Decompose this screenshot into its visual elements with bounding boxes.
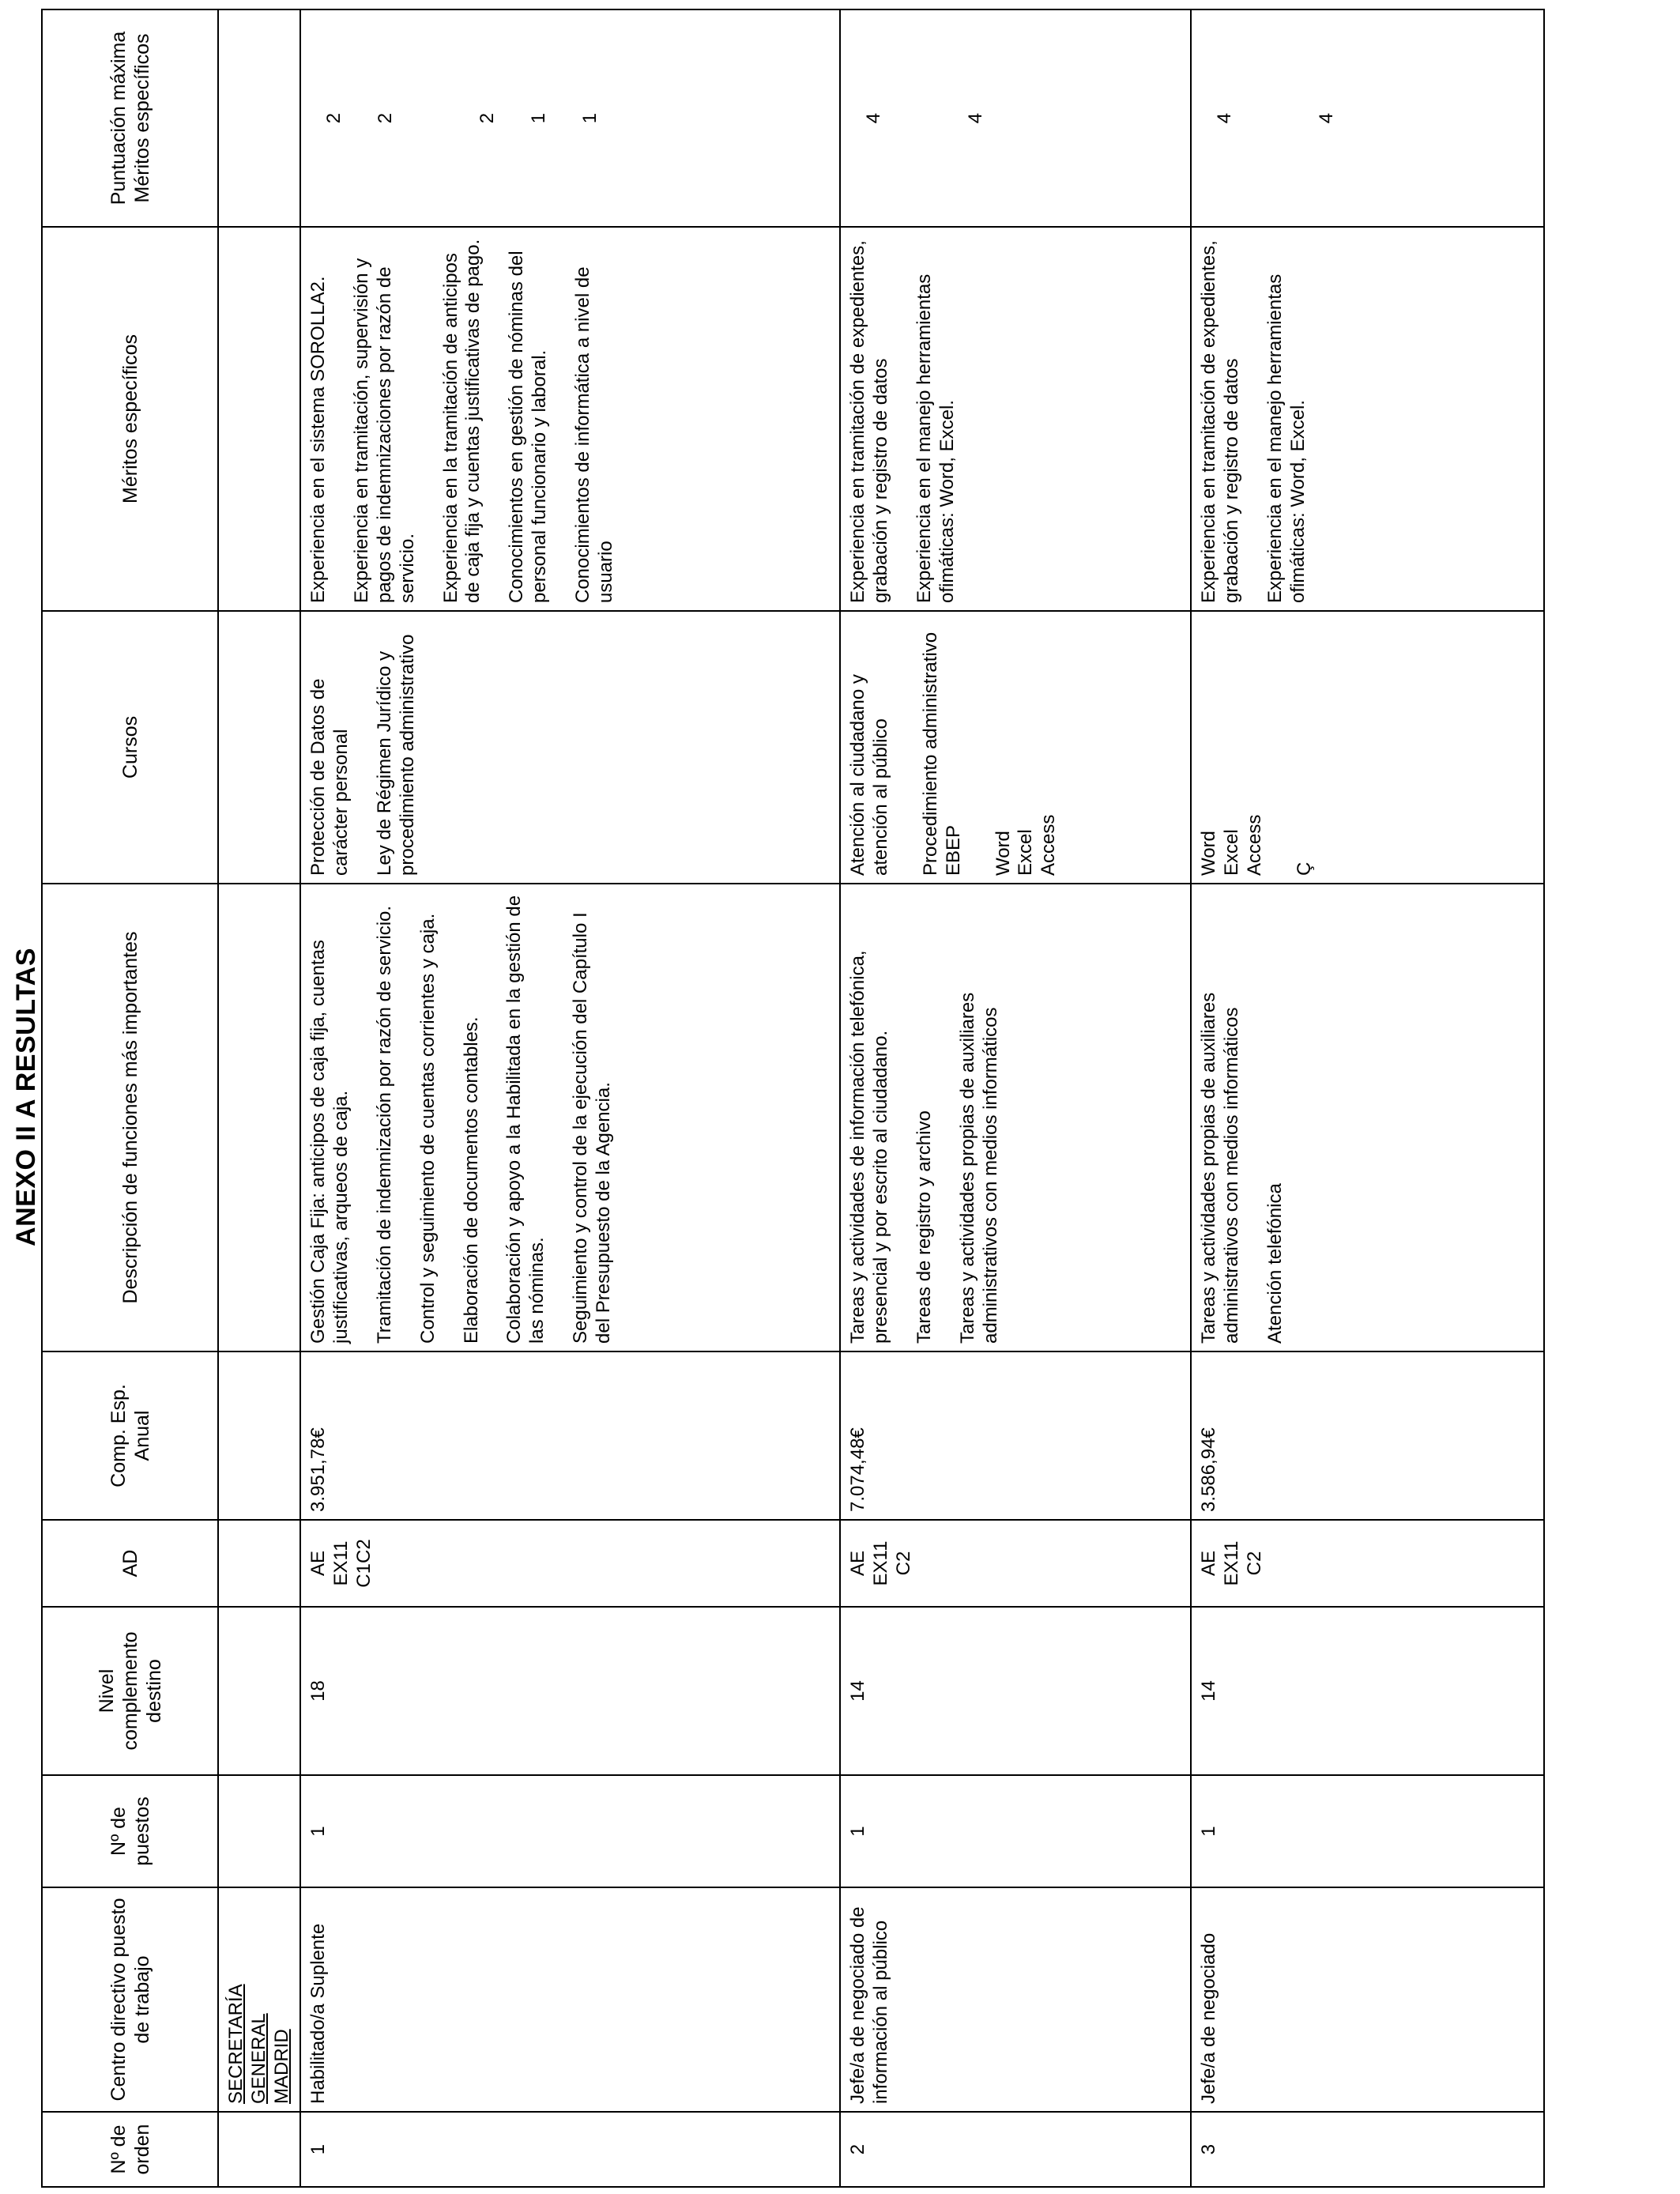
table-row [1191, 9, 1544, 2187]
cursos-cell: Word Excel Access Ç [1191, 611, 1544, 884]
section-row [218, 9, 300, 2187]
ad-cell: AE EX11 C2 [840, 1520, 1191, 1607]
meritos-cell: Experiencia en tramitación de expedientes, grabación y registro de datos Experiencia en el manejo herramientas ofimáticas: Word, Excel. [1191, 227, 1544, 611]
puestos-cell: 1 [300, 1775, 840, 1887]
cursos-cell: Protección de Datos de carácter personal Ley de Régimen Jurídico y procedimiento administrativo [300, 611, 840, 884]
orden-cell: 2 [840, 2112, 1191, 2187]
header-comp: Comp. Esp. Anual [42, 1351, 218, 1520]
centro-cell: Habilitado/a Suplente [300, 1887, 840, 2112]
header-row [42, 9, 218, 2187]
header-nivel: Nivel complemento destino [42, 1607, 218, 1775]
section-line: SECRETARÍA [225, 1984, 247, 2104]
meritos-cell: Experiencia en tramitación de expedientes, grabación y registro de datos Experiencia en el manejo herramientas ofimáticas: Word, Excel. [840, 227, 1191, 611]
orden-cell: 1 [300, 2112, 840, 2187]
descripcion-cell: Gestión Caja Fija: anticipos de caja fija, cuentas justificativas, arqueos de caja. Tramitación de indemnización por razón de servicio. Control y seguimiento de cuentas corrientes y caja. Elaboración de documentos contables. Colaboración y apoyo a la Habilitada en la gestión de las nóminas. Seguimiento y control de la ejecución del Capítulo I del Presupuesto de la Agencia. [300, 884, 840, 1351]
table-row [840, 9, 1191, 2187]
centro-cell: Jefe/a de negociado [1191, 1887, 1544, 2112]
nivel-cell: 14 [1191, 1607, 1544, 1775]
section-name [218, 1887, 300, 2112]
results-table [41, 9, 1545, 2188]
header-cursos: Cursos [42, 611, 218, 884]
descripcion-cell: Tareas y actividades de información telefónica, presencial y por escrito al ciudadano. Tareas de registro y archivo Tareas y actividades propias de auxiliares administrativos con medios informáticos [840, 884, 1191, 1351]
meritos-cell: Experiencia en el sistema SOROLLA2. Experiencia en tramitación, supervisión y pagos de indemnizaciones por razón de servicio. Experiencia en la tramitación de anticipos de caja fija y cuentas justificativas de pago. Conocimientos en gestión de nóminas del personal funcionario y laboral. Conocimientos de informática a nivel de usuario [300, 227, 840, 611]
header-ad: AD [42, 1520, 218, 1607]
header-puestos: Nº de puestos [42, 1775, 218, 1887]
header-centro: Centro directivo puesto de trabajo [42, 1887, 218, 2112]
section-line: MADRID [270, 2029, 292, 2104]
header-orden: Nº de orden [42, 2112, 218, 2187]
cursos-cell: Atención al ciudadano y atención al público Procedimiento administrativo EBEP Word Excel Access [840, 611, 1191, 884]
descripcion-cell: Tareas y actividades propias de auxiliares administrativos con medios informáticos Atención telefónica [1191, 884, 1544, 1351]
puestos-cell: 1 [840, 1775, 1191, 1887]
ad-cell: AE EX11 C1C2 [300, 1520, 840, 1607]
puntuacion-cell: 4 4 [840, 9, 1191, 227]
header-meritos: Méritos específicos [42, 227, 218, 611]
comp-cell: 3.586,94€ [1191, 1351, 1544, 1520]
ad-cell: AE EX11 C2 [1191, 1520, 1544, 1607]
table-row [300, 9, 840, 2187]
puntuacion-cell: 2 2 2 1 1 [300, 9, 840, 227]
header-descripcion: Descripción de funciones más importantes [42, 884, 218, 1351]
nivel-cell: 14 [840, 1607, 1191, 1775]
comp-cell: 7.074,48€ [840, 1351, 1191, 1520]
header-puntuacion: Puntuación máxima Méritos específicos [42, 9, 218, 227]
puntuacion-cell: 4 4 [1191, 9, 1544, 227]
nivel-cell: 18 [300, 1607, 840, 1775]
comp-cell: 3.951,78€ [300, 1351, 840, 1520]
page-title: ANEXO II A RESULTAS [11, 948, 41, 1246]
centro-cell: Jefe/a de negociado de información al público [840, 1887, 1191, 2112]
section-line: GENERAL [247, 2013, 269, 2104]
puestos-cell: 1 [1191, 1775, 1544, 1887]
orden-cell: 3 [1191, 2112, 1544, 2187]
